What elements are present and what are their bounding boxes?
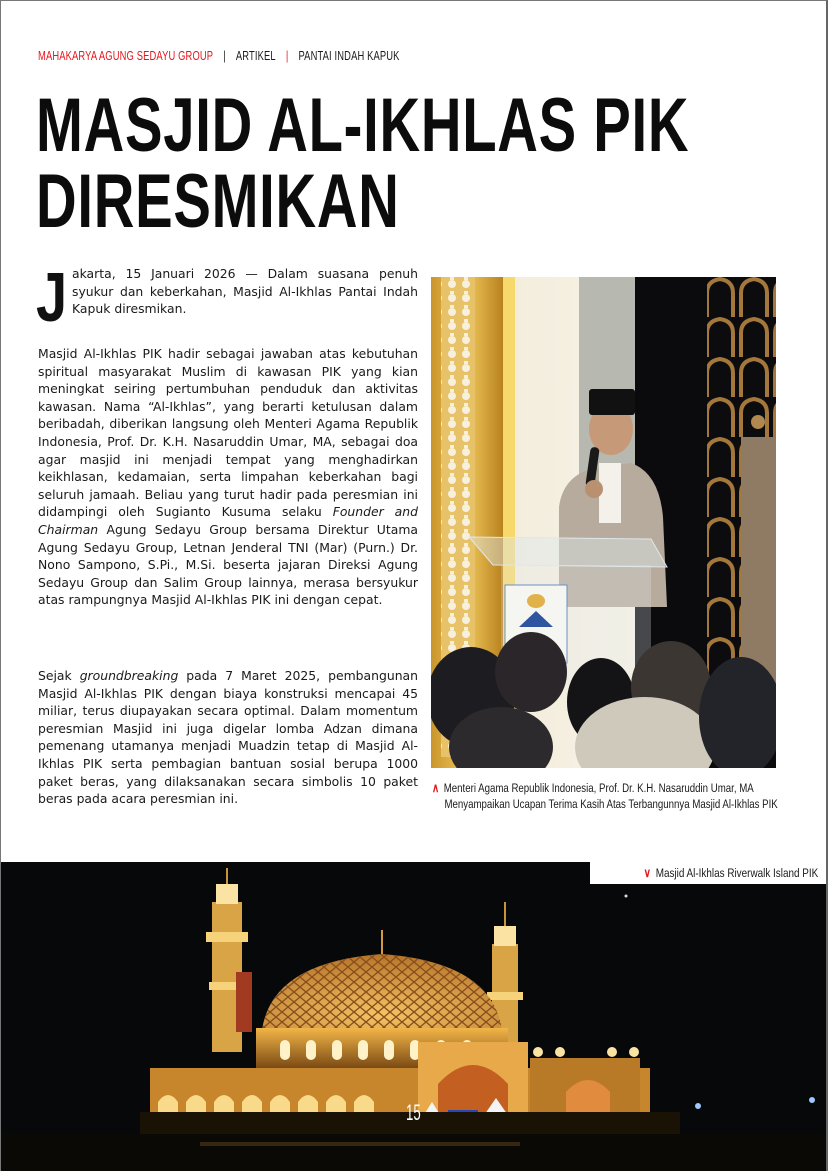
text-run: Sejak <box>38 668 80 683</box>
lead-paragraph <box>36 258 418 336</box>
speaker-photo <box>431 277 776 768</box>
separator: | <box>285 48 289 63</box>
paragraph-text <box>38 667 418 808</box>
body-paragraph-3 <box>38 667 418 808</box>
paragraph-text <box>38 345 418 609</box>
text-run: pada 7 Maret 2025, pembangunan Masjid Al-Ikhlas PIK dengan biaya konstruksi mencapai 45 miliar, terus diupayakan secara optimal. Dalam momentum peresmian Masjid ini juga digelar lomba Adzan dimana pemenang utamanya menjadi Muadzin tetap di Masjid Al-Ikhlas PIK serta pembagian bantuan sosial berupa 1000 paket beras, yang dilaksanakan secara simbolis 10 paket beras pada acara peresmian ini. <box>38 668 418 807</box>
article-title <box>36 83 690 244</box>
title-line-2: DIRESMIKAN <box>36 159 400 244</box>
italic-text: groundbreaking <box>79 668 179 683</box>
separator: | <box>223 48 226 63</box>
caption-line-1 <box>432 780 780 796</box>
text-run: Agung Sedayu Group bersama Direktur Utama Agung Sedayu Group, Letnan Jenderal TNI (Mar) (Purn.) Dr. Nono Sampono, S.Pi., M.Si. beserta jajaran Direksi Agung Sedayu Group dan Salim Group lainnya, merasa bersyukur atas rampungnya Masjid Al-Ikhlas PIK ini dengan cepat. <box>38 521 418 608</box>
page-number: 15 <box>406 1100 421 1125</box>
text-run: Masjid Al-Ikhlas PIK hadir sebagai jawaban atas kebutuhan spiritual masyarakat Muslim di kawasan PIK yang kian meningkat seiring pertumbuhan penduduk dan aktivitas kawasan. Nama “Al-Ikhlas”, yang berarti ketulusan dalam beribadah, diberikan langsung oleh Menteri Agama Republik Indonesia, Prof. Dr. K.H. Nasaruddin Umar, MA, sebagai doa agar masjid ini menjadi tempat yang menghadirkan keikhlasan, kedamaian, serta limpahan keberkahan bagi seluruh jamaah. Beliau yang turut hadir pada peresmian ini didampingi oleh Sugianto Kusuma selaku <box>38 346 418 520</box>
caption-text: Menteri Agama Republik Indonesia, Prof. Dr. K.H. Nasaruddin Umar, MA <box>443 781 754 795</box>
section-header <box>38 48 400 63</box>
title-line-1: MASJID AL-IKHLAS PIK <box>36 83 690 168</box>
drop-cap: J <box>36 258 68 336</box>
lead-text: akarta, 15 Januari 2026 — Dalam suasana penuh syukur dan keberkahan, Masjid Al-Ikhlas Pantai Indah Kapuk diresmikan. <box>72 266 418 317</box>
caption-line-2: Menyampaikan Ucapan Terima Kasih Atas Terbangunnya Masjid Al-Ikhlas PIK <box>444 797 778 811</box>
caption-text: Masjid Al-Ikhlas Riverwalk Island PIK <box>655 866 818 880</box>
section-label: ARTIKEL <box>235 48 276 63</box>
brand-label: MAHAKARYA AGUNG SEDAYU GROUP <box>38 48 214 63</box>
caret-down-icon: ∨ <box>643 866 651 880</box>
speaker-photo-illustration <box>431 277 776 768</box>
location-label: PANTAI INDAH KAPUK <box>298 48 400 63</box>
italic-text: Founder and Chairman <box>38 504 418 537</box>
caret-up-icon: ∧ <box>432 781 440 795</box>
speaker-photo-caption <box>432 780 780 812</box>
body-paragraph-2 <box>38 345 418 609</box>
mosque-photo-caption <box>590 862 826 884</box>
